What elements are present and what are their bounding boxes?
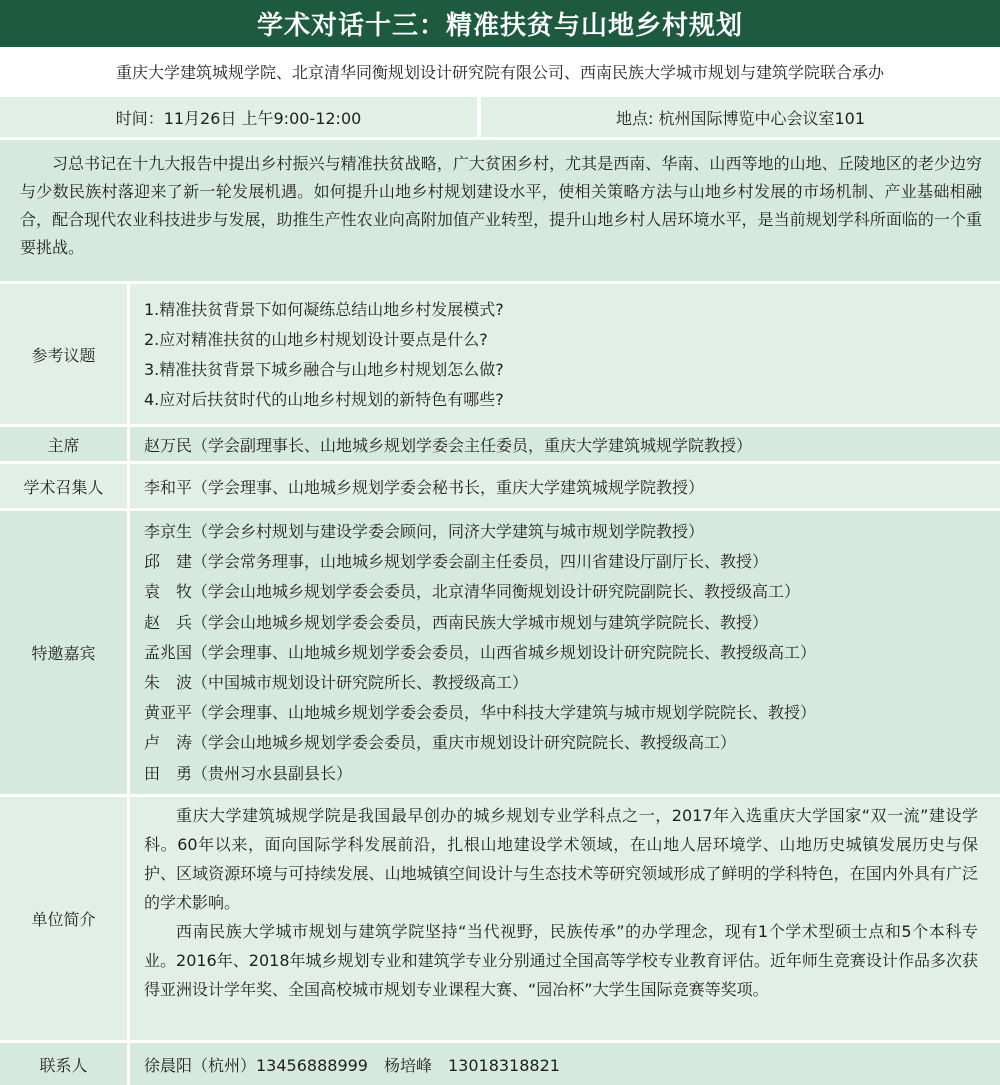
units-text <box>130 797 1000 1040</box>
intro-section <box>0 140 1000 281</box>
guest-item: 李京生（学会乡村规划与建设学委会顾问，同济大学建筑与城市规划学院教授） <box>144 522 705 541</box>
convener-value: 李和平（学会理事、山地城乡规划学委会秘书长，重庆大学建筑城规学院教授） <box>130 464 1000 508</box>
time-place-row <box>0 97 1000 137</box>
guest-item: 孟兆国（学会理事、山地城乡规划学委会委员，山西省城乡规划设计研究院院长、教授级高工） <box>144 642 817 662</box>
guest-item: 卢 涛（学会山地城乡规划学委会委员，重庆市规划设计研究院院长、教授级高工） <box>144 733 737 753</box>
contact-value: 徐晨阳（杭州）13456888999 杨培峰 13018318821 <box>130 1043 1000 1085</box>
convener-label: 学术召集人 <box>0 464 127 508</box>
guest-item: 黄亚平（学会理事、山地城乡规划学委会委员，华中科技大学建筑与城市规划学院院长、教授） <box>144 703 817 723</box>
topic-item: 3.精准扶贫背景下城乡融合与山地乡村规划怎么做? <box>144 360 504 379</box>
guests-label: 特邀嘉宾 <box>0 511 127 794</box>
chair-value: 赵万民（学会副理事长、山地城乡规划学委会主任委员，重庆大学建筑城规学院教授） <box>130 427 1000 461</box>
guests-row <box>0 511 1000 794</box>
unit-paragraph: 重庆大学建筑城规学院是我国最早创办的城乡规划专业学科点之一，2017年入选重庆大学国家“双一流”建设学科。60年以来，面向国际学科发展前沿，扎根山地建设学术领域，在山地人居环境学、山地历史城镇发展历史与保护、区域资源环境与可持续发展、山地城镇空间设计与生态技术等研究领域形成了鲜明的学科特色，在国内外具有广泛的学术影响。 <box>144 806 978 912</box>
units-row <box>0 797 1000 1040</box>
guest-item: 田 勇（贵州习水县副县长） <box>144 763 353 783</box>
guests-list <box>130 511 1000 794</box>
topics-list <box>130 284 1000 424</box>
guest-item: 邱 建（学会常务理事，山地城乡规划学委会副主任委员，四川省建设厅副厅长、教授） <box>144 552 769 572</box>
topic-item: 1.精准扶贫背景下如何凝练总结山地乡村发展模式? <box>144 300 504 319</box>
event-place: 地点: 杭州国际博览中心会议室101 <box>481 97 1000 137</box>
chair-row <box>0 427 1000 461</box>
guest-item: 赵 兵（学会山地城乡规划学委会委员，西南民族大学城市规划与建筑学院院长、教授） <box>144 612 769 632</box>
organizers-line: 重庆大学建筑城规学院、北京清华同衡规划设计研究院有限公司、西南民族大学城市规划与建筑学院联合承办 <box>0 47 1000 95</box>
topics-label: 参考议题 <box>0 284 127 424</box>
topics-row <box>0 284 1000 424</box>
topic-item: 4.应对后扶贫时代的山地乡村规划的新特色有哪些? <box>144 390 504 409</box>
event-title: 学术对话十三：精准扶贫与山地乡村规划 <box>0 0 1000 47</box>
guest-item: 袁 牧（学会山地城乡规划学委会委员，北京清华同衡规划设计研究院副院长、教授级高工） <box>144 582 801 602</box>
convener-row <box>0 464 1000 508</box>
unit-paragraph: 西南民族大学城市规划与建筑学院坚持“当代视野，民族传承”的办学理念，现有1个学术型硕士点和5个本科专业。2016年、2018年城乡规划专业和建筑学专业分别通过全国高等学校专业教育评估。近年师生竞赛设计作品多次获得亚洲设计学年奖、全国高校城市规划专业课程大赛、“园冶杯”大学生国际竞赛等奖项。 <box>144 922 978 999</box>
intro-paragraph: 习总书记在十九大报告中提出乡村振兴与精准扶贫战略，广大贫困乡村，尤其是西南、华南、山西等地的山地、丘陵地区的老少边穷与少数民族村落迎来了新一轮发展机遇。如何提升山地乡村规划建设水平，使相关策略方法与山地乡村发展的市场机制、产业基础相融合，配合现代农业科技进步与发展，助推生产性农业向高附加值产业转型，提升山地乡村人居环境水平，是当前规划学科所面临的一个重要挑战。 <box>20 154 982 257</box>
event-time: 时间：11月26日 上午9:00-12:00 <box>0 97 477 137</box>
units-label: 单位简介 <box>0 797 127 1040</box>
contact-row <box>0 1043 1000 1085</box>
contact-label: 联系人 <box>0 1043 127 1085</box>
chair-label: 主席 <box>0 427 127 461</box>
guest-item: 朱 波（中国城市规划设计研究院所长、教授级高工） <box>144 673 529 693</box>
topic-item: 2.应对精准扶贫的山地乡村规划设计要点是什么? <box>144 330 488 349</box>
